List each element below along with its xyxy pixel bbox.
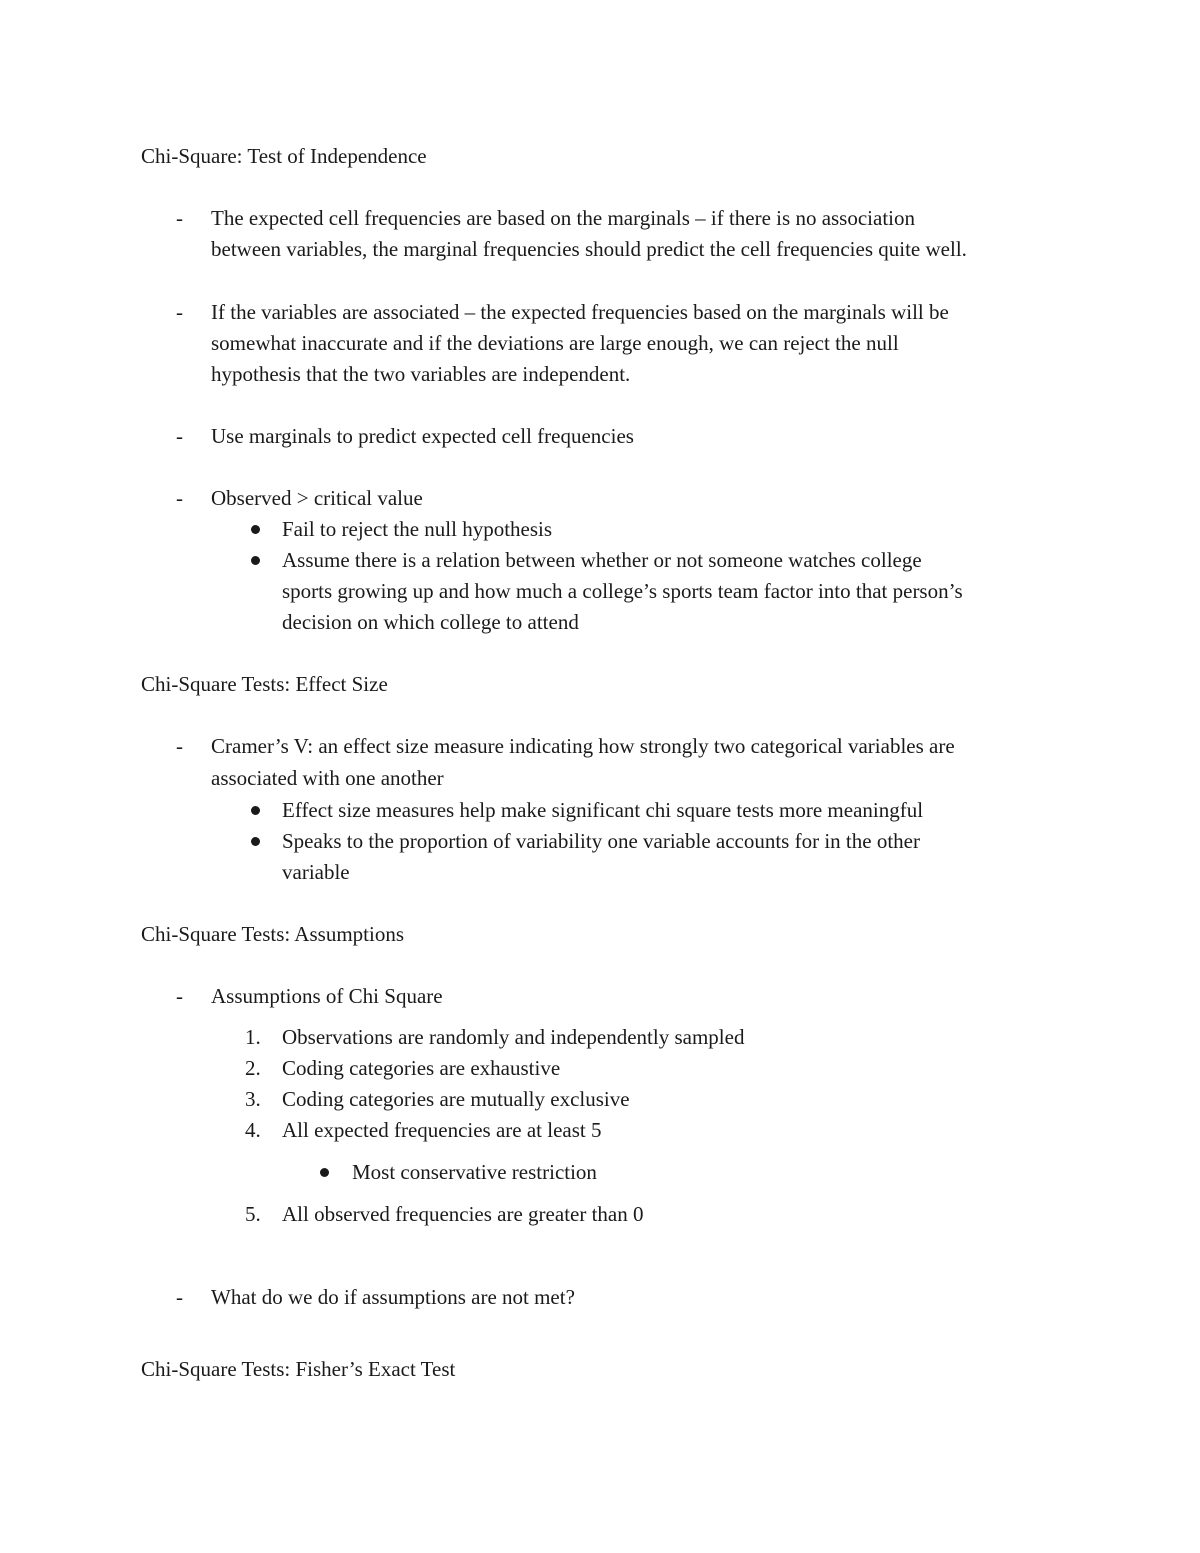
item-line: The expected cell frequencies are based on the marginals – if there is no association: [211, 206, 916, 230]
dash-marker: -: [176, 206, 183, 230]
item-line: What do we do if assumptions are not met?: [211, 1285, 575, 1309]
subitem-line: decision on which college to attend: [282, 610, 579, 634]
list-number: 3.: [245, 1087, 261, 1111]
bullet-icon: [251, 525, 260, 534]
item-line: If the variables are associated – the expected frequencies based on the marginals will be: [211, 300, 949, 324]
dash-marker: -: [176, 300, 183, 324]
dash-marker: -: [176, 1285, 183, 1309]
numbered-item: Coding categories are exhaustive: [282, 1056, 561, 1080]
section-heading-effect-size: Chi-Square Tests: Effect Size: [141, 672, 388, 696]
list-number: 2.: [245, 1056, 261, 1080]
item-line: hypothesis that the two variables are independent.: [211, 362, 631, 386]
subitem-line: Effect size measures help make significant chi square tests more meaningful: [282, 798, 924, 822]
item-line: Use marginals to predict expected cell frequencies: [211, 424, 634, 448]
bullet-icon: [251, 556, 260, 565]
numbered-item: Coding categories are mutually exclusive: [282, 1087, 630, 1111]
item-line: associated with one another: [211, 766, 444, 790]
bullet-icon: [251, 837, 260, 846]
item-line: Observed > critical value: [211, 486, 423, 510]
list-number: 4.: [245, 1118, 261, 1142]
numbered-item: Observations are randomly and independently sampled: [282, 1025, 745, 1049]
section-heading-assumptions: Chi-Square Tests: Assumptions: [141, 922, 404, 946]
subitem-line: Fail to reject the null hypothesis: [282, 517, 553, 541]
item-line: Assumptions of Chi Square: [211, 984, 443, 1008]
subitem-line: Assume there is a relation between whether or not someone watches college: [282, 548, 922, 572]
item-line: somewhat inaccurate and if the deviations are large enough, we can reject the null: [211, 331, 899, 355]
bullet-icon: [251, 806, 260, 815]
dash-marker: -: [176, 734, 183, 758]
subitem-line: sports growing up and how much a college’s sports team factor into that person’s: [282, 579, 963, 603]
list-number: 5.: [245, 1202, 261, 1226]
numbered-item: All expected frequencies are at least 5: [282, 1118, 602, 1142]
item-line: Cramer’s V: an effect size measure indicating how strongly two categorical variables are: [211, 734, 955, 758]
dash-marker: -: [176, 984, 183, 1008]
dash-marker: -: [176, 486, 183, 510]
numbered-item: All observed frequencies are greater than 0: [282, 1202, 644, 1226]
numbered-subnote: Most conservative restriction: [352, 1160, 597, 1184]
bullet-icon: [320, 1168, 329, 1177]
section-heading-independence: Chi-Square: Test of Independence: [141, 144, 427, 168]
dash-marker: -: [176, 424, 183, 448]
item-line: between variables, the marginal frequencies should predict the cell frequencies quite well.: [211, 237, 967, 261]
subitem-line: Speaks to the proportion of variability one variable accounts for in the other: [282, 829, 920, 853]
section-heading-fisher: Chi-Square Tests: Fisher’s Exact Test: [141, 1357, 456, 1381]
subitem-line: variable: [282, 860, 350, 884]
list-number: 1.: [245, 1025, 261, 1049]
